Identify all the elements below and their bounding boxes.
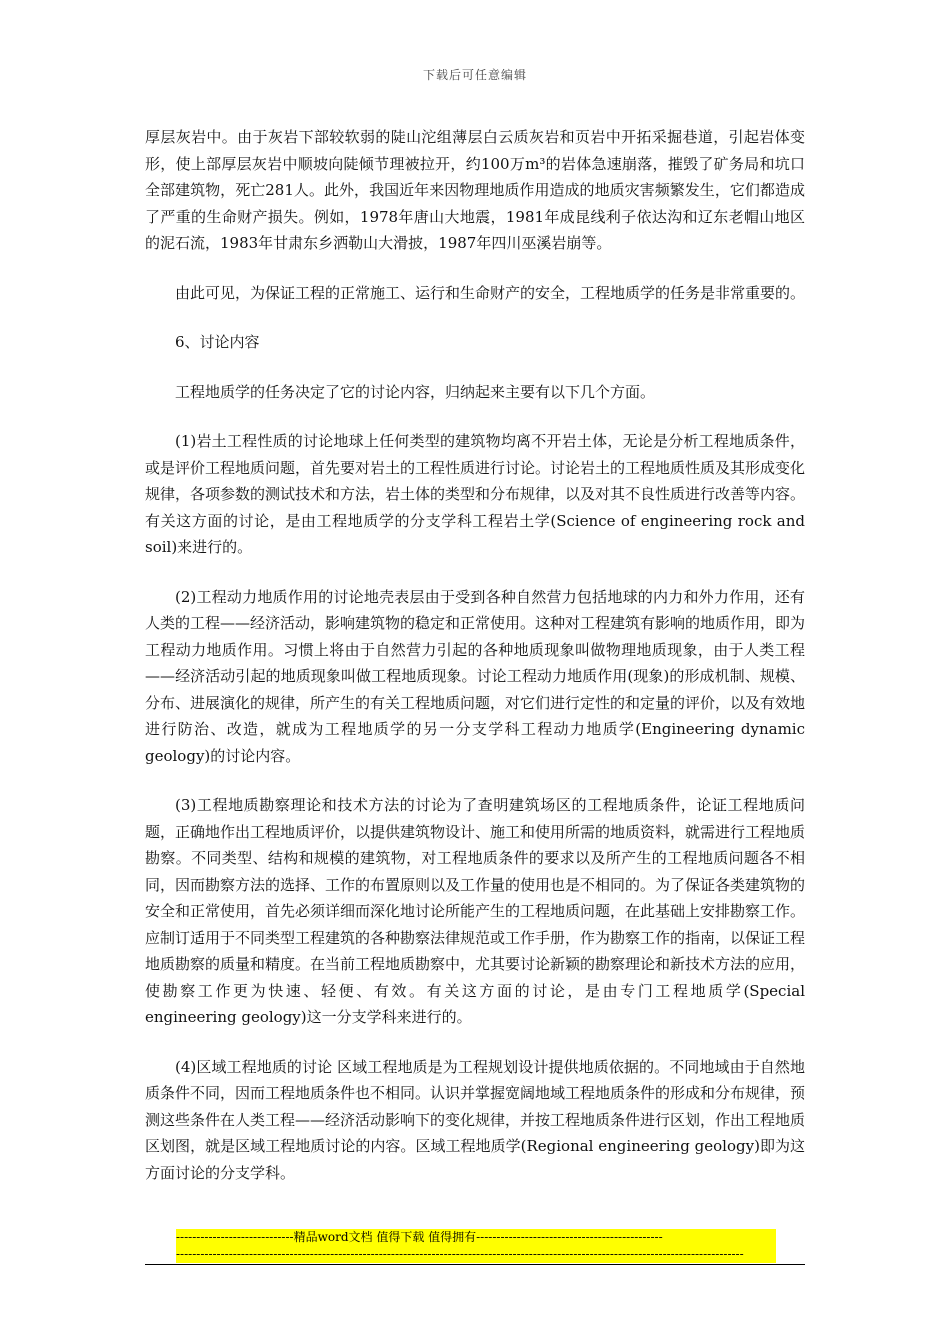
section-heading: 6、讨论内容 — [175, 333, 260, 351]
paragraph-item-1: (1)岩土工程性质的讨论地球上任何类型的建筑物均离不开岩土体，无论是分析工程地质条件，或是评价工程地质问题，首先要对岩土的工程性质进行讨论。讨论岩土的工程地质性质及其形成变化规律，各项参数的测试技术和方法，岩土体的类型和分布规律，以及对其不良性质进行改善等内容。有关这方面的讨论，是由工程地质学的分支学科工程岩土学(Science of engineering rock and soil)来进行的。 — [145, 432, 806, 556]
paragraph-summary: 由此可见，为保证工程的正常施工、运行和生命财产的安全，工程地质学的任务是非常重要的。 — [175, 283, 806, 302]
footer-divider — [145, 1264, 805, 1265]
paragraph-collapse-case: 厚层灰岩中。由于灰岩下部较软弱的陡山沱组薄层白云质灰岩和页岩中开拓采掘巷道，引起岩体变形，使上部厚层灰岩中顺坡向陡倾节理被拉开，约100万m³的岩体急速崩落，摧毁了矿务局和坑口全部建筑物，死亡281人。此外，我国近年来因物理地质作用造成的地质灾害频繁发生，它们都造成了严重的生命财产损失。例如，1978年唐山大地震，1981年成昆线利子依达沟和辽东老帽山地区的泥石流，1983年甘肃东乡洒勒山大滑披，1987年四川巫溪岩崩等。 — [145, 128, 805, 252]
footer-banner-line2: -------------------------------------------------------------------------------------------------------------------------------------------- — [176, 1246, 776, 1263]
paragraph-intro: 工程地质学的任务决定了它的讨论内容，归纳起来主要有以下几个方面。 — [175, 382, 656, 401]
document-body — [145, 124, 805, 1209]
paragraph-item-4: (4)区域工程地质的讨论 区域工程地质是为工程规划设计提供地质依据的。不同地域由于自然地质条件不同，因而工程地质条件也不相同。认识并掌握宽阔地域工程地质条件的形成和分布规律，预测这些条件在人类工程——经济活动影响下的变化规律，并按工程地质条件进行区划，作出工程地质区划图，就是区域工程地质讨论的内容。区域工程地质学(Regional engineering geology)即为这方面讨论的分支学科。 — [145, 1057, 806, 1182]
paragraph-item-2: (2)工程动力地质作用的讨论地壳表层由于受到各种自然营力包括地球的内力和外力作用，还有人类的工程——经济活动，影响建筑物的稳定和正常使用。这种对工程建筑有影响的地质作用，即为工程动力地质作用。习惯上将由于自然营力引起的各种地质现象叫做物理地质现象，由于人类工程——经济活动引起的地质现象叫做工程地质现象。讨论工程动力地质作用(现象)的形成机制、规模、分布、进展演化的规律，所产生的有关工程地质问题，对它们进行定性的和定量的评价，以及有效地进行防治、改造，就成为工程地质学的另一分支学科工程动力地质学(Engineering dynamic geology)的讨论内容。 — [145, 587, 806, 765]
page-header: 下载后可任意编辑 — [422, 68, 527, 82]
paragraph-item-3: (3)工程地质勘察理论和技术方法的讨论为了查明建筑场区的工程地质条件，论证工程地质问题，正确地作出工程地质评价，以提供建筑物设计、施工和使用所需的地质资料，就需进行工程地质勘察。不同类型、结构和规模的建筑物，对工程地质条件的要求以及所产生的工程地质问题各不相同，因而勘察方法的选择、工作的布置原则以及工作量的使用也是不相同的。为了保证各类建筑物的安全和正常使用，首先必须详细而深化地讨论所能产生的工程地质问题，在此基础上安排勘察工作。应制订适用于不同类型工程建筑的各种勘察法律规范或工作手册，作为勘察工作的指南，以保证工程地质勘察的质量和精度。在当前工程地质勘察中，尤其要讨论新颖的勘察理论和新技术方法的应用，使勘察工作更为快速、轻便、有效。有关这方面的讨论，是由专门工程地质学(Special engineering geology)这一分支学科来进行的。 — [145, 796, 806, 1026]
footer-banner-line1: -----------------------------精品word文档 值得下载 值得拥有---------------------------------------------- — [176, 1229, 776, 1246]
